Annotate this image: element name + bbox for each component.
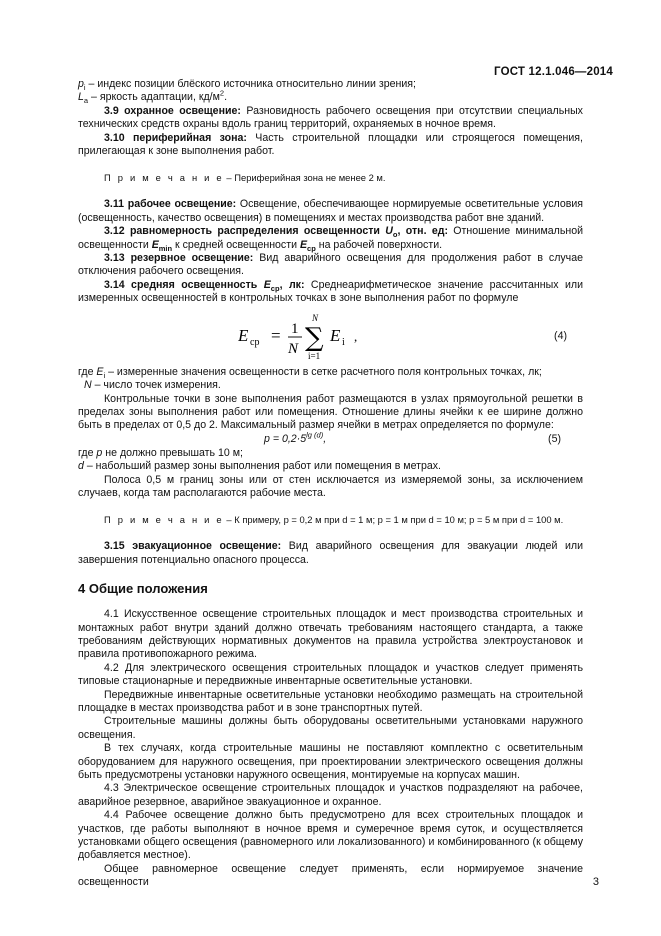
page-number: 3 (592, 876, 599, 888)
paragraph-strip: Полоса 0,5 м границ зоны или от стен исключается из измеряемой зоны, за исключением случаев, когда там располагаются рабочие места. (78, 473, 583, 499)
formula-equals: = (271, 325, 281, 345)
note-example: П р и м е ч а н и е – К примеру, p = 0,2 м при d = 1 м; p = 1 м при d = 10 м; p = 5 м при d = 100 м. (104, 514, 564, 526)
document-code: ГОСТ 12.1.046—2014 (494, 66, 613, 78)
formula-term-sub: i (342, 336, 345, 348)
formula-lhs: E (238, 325, 249, 345)
formula-tail: , (354, 328, 358, 344)
sum-upper: N (312, 312, 319, 323)
term-3-11: 3.11 рабочее освещение: Освещение, обеспечивающее нормируемые осветительные условия (освещенность, качество освещения) в помещениях и местах производства работ вне зданий. (78, 198, 583, 224)
formula-denominator: N (288, 340, 299, 357)
paragraph-4-3: 4.3 Электрическое освещение строительных площадок и участков подразделяют на рабочее, аварийное резервное, аварийное эвакуационное и охранное. (78, 782, 583, 808)
definition-la: $L_a$ – яркость адаптации, $кд/м^2$. (78, 88, 228, 106)
formula-term: E (330, 325, 341, 345)
paragraph-control-points: Контрольные точки в зоне выполнения работ размещаются в узлах прямоугольной решетки в пределах зоны выполнения работ или помещения. Отношение длины ячейки к ее ширине должно быть в пределах от 0,5 до 2. Максимальный размер ячейки в метрах определяется по формуле: (78, 392, 583, 432)
where-n: N – число точек измерения. (84, 379, 221, 392)
formula-4-graphic (238, 310, 418, 364)
paragraph-4-2: 4.2 Для электрического освещения строительных площадок и участков следует применять типовые стационарные и передвижные инвентарные осветительные установки. (78, 661, 583, 688)
formula-lhs-sub: ср (250, 336, 260, 348)
where-p: где p не должно превышать 10 м; (78, 446, 243, 459)
term-3-14: 3.14 средняя освещенность $E_{ср}$, лк: Среднеарифметическое значение рассчитанных или измеренных освещенностей в контрольных точках в зоне выполнения работ по формуле (78, 278, 583, 305)
paragraph-machines: Строительные машины должны быть оборудованы осветительными установками наружного освещения. (78, 715, 583, 741)
where-d: d – набольший размер зоны выполнения работ или помещения в метрах. (78, 460, 441, 473)
sum-sign: ∑ (305, 322, 324, 353)
definition-pi: $p_i$ – индекс позиции блёского источника относительно линии зрения; (78, 78, 416, 93)
paragraph-uniform-lighting: Общее равномерное освещение следует применять, если нормируемое значение освещенности (78, 862, 583, 889)
section-4-title: 4 Общие положения (78, 581, 208, 597)
term-3-9: 3.9 охранное освещение: Разновидность рабочего освещения при отсутствии специальных технических средств охраны вдоль границ территорий, охраняемых в ночное время. (78, 104, 583, 131)
page-content (78, 78, 583, 890)
formula-4 (78, 310, 583, 364)
where-ei: где $E_i$ – измеренные значения освещенности в сетке расчетного поля контрольных точках, лк; (78, 365, 542, 380)
paragraph-4-4: 4.4 Рабочее освещение должно быть предусмотрено для всех строительных площадок и участков, где работы выполняют в ночное время и сумеречное время суток, и осуществляется установками общего освещения (равномерного или локализованного) и комбинированного (к общему добавляется местное). (78, 809, 583, 862)
term-3-13: 3.13 резервное освещение: Вид аварийного освещения для продолжения работ в случае отключения рабочего освещения. (78, 252, 583, 278)
term-3-12: 3.12 равномерность распределения освещенности $U_o$, отн. ед: Отношение минимальной освещенности $E_{min}$ к средней освещенности $E_{ср}$ на рабочей поверхности. (78, 225, 584, 253)
paragraph-mobile-units: Передвижные инвентарные осветительные установки необходимо размещать на строительной площадке в местах производства работ и в зоне транспортных путей. (78, 688, 583, 714)
paragraph-machines-lighting: В тех случаях, когда строительные машины не поставляют комплектно с осветительным оборудованием для наружного освещения, при проектировании электрического освещения должны быть предусмотрены установки наружного освещения, монтируемые на корпусах машин. (78, 742, 583, 782)
formula-numerator: 1 (291, 320, 299, 337)
term-3-15: 3.15 эвакуационное освещение: Вид аварийного освещения для эвакуации людей или завершения потенциально опасного процесса. (78, 540, 583, 566)
sum-lower: i=1 (308, 350, 321, 361)
formula-5-number: (5) (548, 432, 561, 445)
formula-5-expression: $p = 0,2\cdot 5^{lg (d)}$, (264, 430, 327, 445)
formula-5 (78, 430, 583, 447)
paragraph-4-1: 4.1 Искусственное освещение строительных площадок и мест производства строительных и монтажных работ внутри зданий должно отвечать требованиям настоящего стандарта, а также требованиям действующих нормативных документов на правила устройства электроустановок и правила противопожарного режима. (78, 608, 583, 661)
note-peripheral: П р и м е ч а н и е – Периферийная зона не менее 2 м. (104, 172, 386, 184)
formula-4-number: (4) (554, 329, 567, 342)
term-3-10: 3.10 периферийная зона: Часть строительной площадки или строящегося помещения, прилегающая к зоне выполнения работ. (78, 131, 583, 158)
